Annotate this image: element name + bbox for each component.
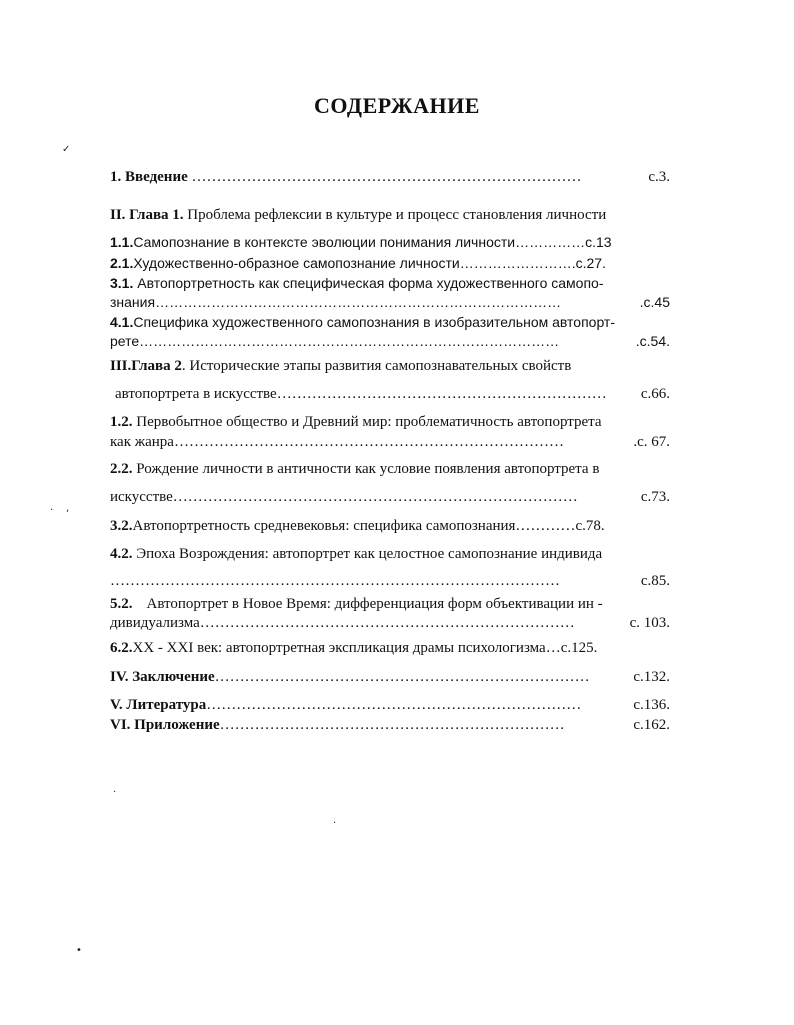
toc-text: Автопортретность как специфическая форма художественного самопо- [133,275,604,291]
toc-num: IV. Заключение [110,669,215,685]
toc-entry-3-1-cont [110,293,670,311]
toc-entry-intro [110,168,670,186]
toc-text: . Исторические этапы развития самопознавательных свойств [181,358,572,374]
toc-dots: ……………………………………………………………………… [172,489,578,505]
toc-dots: …………………………………………………………………… [173,434,564,450]
scan-speck: · [50,505,54,516]
toc-page: с.73. [640,489,670,505]
toc-text: Специфика художественного самопознания в изобразительном автопорт- [133,314,615,330]
scan-speck: · [113,787,117,798]
toc-dots: ……………………………………………………………………………… [139,333,560,349]
toc-page: с.85. [640,573,670,589]
toc-num: 6.2. [110,640,133,656]
toc-dots: ………………………………………………………………… [199,615,575,631]
toc-entry-2-2-cont [110,488,670,506]
toc-text: Проблема рефлексии в культуре и процесс становления личности [183,207,607,223]
toc-num: 2.2. [110,461,133,477]
toc-chapter-2 [110,357,670,375]
toc-page: с.132. [633,669,670,685]
toc-num: 1. Введение [110,169,188,185]
toc-entry-6-2 [110,639,670,657]
toc-entry-4-2-cont [110,572,670,590]
toc-num: VI. Приложение [110,717,220,733]
toc-text: XX - XXI век: автопортретная экспликация драмы психологизма… [132,640,561,656]
toc-entry-5-2 [110,595,670,613]
toc-page: .с.45 [639,294,670,310]
toc-num: V. Литература [110,697,207,713]
toc-page: с.136. [633,697,670,713]
toc-entry-4-1 [110,313,685,331]
toc-entry-3-2 [110,517,670,535]
scan-speck: • [76,945,82,956]
toc-num: 3.1. [110,275,134,291]
toc-entry-conclusion [110,668,670,686]
toc-entry-4-2 [110,545,670,563]
toc-page: .с.27. [571,255,606,271]
toc-text: Автопортрет в Новое Время: дифференциация форм объективации ин - [146,596,603,612]
toc-dots: …………………………………………………………… [219,717,565,733]
toc-entry-4-1-cont [110,332,670,350]
toc-entry-1-1 [110,233,660,251]
toc-page: с.66. [640,386,670,402]
toc-num: 2.1. [110,255,134,271]
toc-text: Рождение личности в античности как условие появления автопортрета в [132,461,600,477]
toc-page: с.125. [560,640,598,656]
toc-dots: ……………………………………………………………………………… [110,573,560,589]
toc-entry-literature [110,696,670,714]
toc-num: 4.1. [110,314,134,330]
toc-text: Автопортретность средневековья: специфика самопознания………… [132,518,576,534]
toc-text: рете [110,333,140,349]
toc-num: III.Глава 2 [110,358,182,374]
toc-dots: ………………………………………………………………… [206,697,582,713]
toc-page: с.3. [648,169,670,185]
toc-dots: ………………………………………………………… [276,386,607,402]
toc-entry-1-2 [110,413,670,431]
toc-text: знания [110,294,156,310]
toc-num: 3.2. [110,518,133,534]
toc-entry-5-2-cont [110,614,670,632]
toc-entry-2-2 [110,460,670,478]
toc-page: .с. 67. [633,434,670,450]
scan-speck: , [66,503,70,514]
toc-page: с.13 [585,234,612,250]
toc-num: 1.2. [110,414,133,430]
toc-text: Самопознание в контексте эволюции понимания личности…………… [133,234,586,250]
toc-num: II. Глава 1. [110,207,184,223]
toc-dots: …………………………………………………………………… [191,169,582,185]
toc-entry-2-1 [110,254,670,272]
toc-entry-1-2-cont [110,433,670,451]
toc-page: с. 103. [629,615,670,631]
toc-text: как жанра [110,434,174,450]
toc-page: с.162. [633,717,670,733]
toc-num: 5.2. [110,596,133,612]
toc-num: 4.2. [110,546,133,562]
toc-chapter-1 [110,206,670,224]
scan-speck: ✓ [62,144,71,155]
toc-text: автопортрета в искусстве [115,386,277,402]
toc-text: Художественно-образное самопознание личности…………………… [133,255,572,271]
toc-entry-3-1 [110,274,670,292]
toc-dots: ………………………………………………………………… [214,669,590,685]
toc-page: .с.54. [635,333,670,349]
toc-text: искусстве [110,489,173,505]
toc-text: Первобытное общество и Древний мир: проблематичность автопортрета [132,414,602,430]
toc-dots: …………………………………………………………………………… [155,294,562,310]
toc-text: дивидуализма [110,615,200,631]
scan-speck: · [333,818,337,829]
toc-page: с.78. [575,518,605,534]
toc-num: 1.1. [110,234,134,250]
toc-entry-appendix [110,716,670,734]
page-title: СОДЕРЖАНИЕ [314,93,480,118]
toc-chapter-2-cont [115,385,670,403]
toc-text: Эпоха Возрождения: автопортрет как целостное самопознание индивида [132,546,603,562]
